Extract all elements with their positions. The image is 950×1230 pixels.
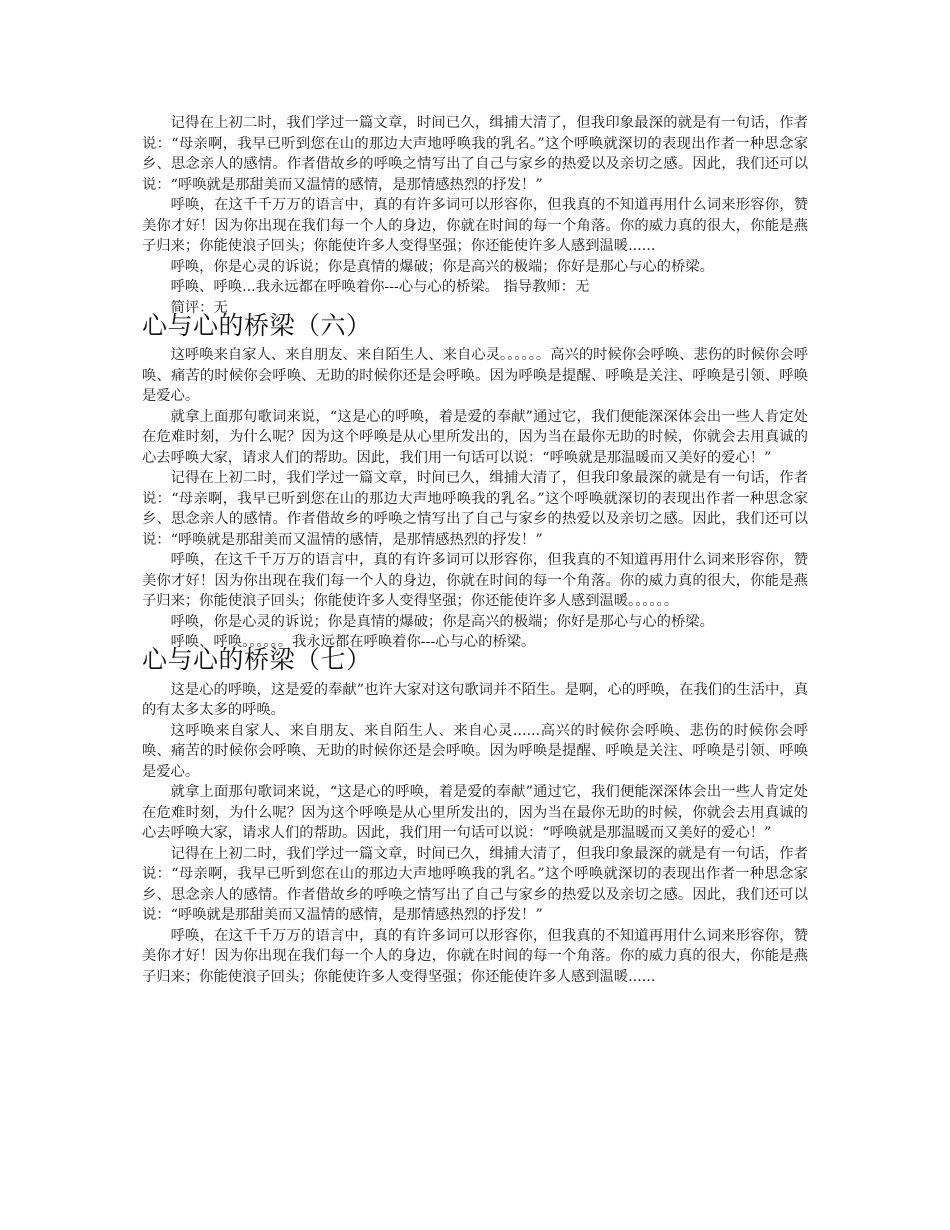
paragraph: 这呼唤来自家人、来自朋友、来自陌生人、来自心灵。。。。。。高兴的时候你会呼唤、悲伤的时候你会呼唤、痛苦的时候你会呼唤、无助的时候你还是会呼唤。因为呼唤是提醒、呼唤是关注、呼唤是引领、呼唤是爱心。 — [142, 347, 808, 404]
paragraph: 这呼唤来自家人、来自朋友、来自陌生人、来自心灵......高兴的时候你会呼唤、悲伤的时候你会呼唤、痛苦的时候你会呼唤、无助的时候你还是会呼唤。因为呼唤是提醒、呼唤是关注、呼唤是引领、呼唤是爱心。 — [142, 722, 808, 780]
section-title: 心与心的桥梁（六） — [142, 311, 372, 340]
paragraph: 就拿上面那句歌词来说，“这是心的呼唤，着是爱的奉献”通过它，我们便能深深体会出一些人肯定处在危难时刻，为什么呢？因为这个呼唤是从心里所发出的，因为当在最你无助的时候，你就会去用真诚的心去呼唤大家，请求人们的帮助。因此，我们用一句话可以说：“呼唤就是那温暖而又美好的爱心！” — [142, 408, 808, 466]
comment-line: 简评：无 — [170, 299, 228, 316]
paragraph: 记得在上初二时，我们学过一篇文章，时间已久，缉捕大清了，但我印象最深的就是有一句话，作者说：“母亲啊，我早已听到您在山的那边大声地呼唤我的乳名。”这个呼唤就深切的表现出作者一种思念家乡、思念亲人的感情。作者借故乡的呼唤之情写出了自己与家乡的热爱以及亲切之感。因此，我们还可以说：“呼唤就是那甜美而又温情的感情，是那情感热烈的抒发！” — [142, 115, 808, 193]
paragraph: 呼唤、呼唤。。。。。。我永远都在呼唤着你---心与心的桥梁。 — [170, 634, 536, 650]
intro-section — [142, 113, 808, 318]
section-title: 心与心的桥梁（七） — [142, 644, 372, 674]
paragraph: 呼唤，在这千千万万的语言中，真的有许多词可以形容你，但我真的不知道再用什么词来形容你，赞美你才好！因为你出现在我们每一个人的身边，你就在时间的每一个角落。你的威力真的很大，你能是燕子归来；你能使浪子回头；你能使许多人变得坚强；你还能使许多人感到温暖...... — [142, 197, 808, 254]
paragraph: 记得在上初二时，我们学过一篇文章，时间已久，缉捕大清了，但我印象最深的就是有一句话，作者说：“母亲啊，我早已听到您在山的那边大声地呼唤我的乳名。”这个呼唤就深切的表现出作者一种思念家乡、思念亲人的感情。作者借故乡的呼唤之情写出了自己与家乡的热爱以及亲切之感。因此，我们还可以说：“呼唤就是那甜美而又温情的感情，是那情感热烈的抒发！” — [142, 845, 808, 923]
paragraph: 呼唤，在这千千万万的语言中，真的有许多词可以形容你，但我真的不知道再用什么词来形容你，赞美你才好！因为你出现在我们每一个人的身边，你就在时间的每一个角落。你的威力真的很大，你能是燕子归来；你能使浪子回头；你能使许多人变得坚强；你还能使许多人感到温暖...... — [142, 927, 808, 985]
paragraph: 呼唤，你是心灵的诉说；你是真情的爆破；你是高兴的极端；你好是那心与心的桥梁。 — [170, 258, 714, 275]
paragraph: 就拿上面那句歌词来说，“这是心的呼唤，着是爱的奉献”通过它，我们便能深深体会出一些人肯定处在危难时刻，为什么呢？因为这个呼唤是从心里所发出的，因为当在最你无助的时候，你就会去用真诚的心去呼唤大家，请求人们的帮助。因此，我们用一句话可以说：“呼唤就是那温暖而又美好的爱心！” — [142, 784, 808, 841]
paragraph: 呼唤，在这千千万万的语言中，真的有许多词可以形容你，但我真的不知道再用什么词来形容你，赞美你才好！因为你出现在我们每一个人的身边，你就在时间的每一个角落。你的威力真的很大，你能是燕子归来；你能使浪子回头；你能使许多人变得坚强；你还能使许多人感到温暖。。。。。。 — [142, 552, 808, 609]
document-page — [142, 113, 808, 987]
paragraph: 呼唤，你是心灵的诉说；你是真情的爆破；你是高兴的极端；你好是那心与心的桥梁。 — [170, 613, 714, 630]
section-seven — [142, 645, 808, 988]
paragraph: 呼唤、呼唤...我永远都在呼唤着你---心与心的桥梁。 指导教师：无 — [170, 279, 590, 295]
section-six — [142, 311, 808, 653]
paragraph: 这是心的呼唤，这是爱的奉献”也许大家对这句歌词并不陌生。是啊，心的呼唤，在我们的生活中，真的有太多太多的呼唤。 — [142, 681, 808, 718]
paragraph: 记得在上初二时，我们学过一篇文章，时间已久，缉捕大清了，但我印象最深的就是有一句话，作者说：“母亲啊，我早已听到您在山的那边大声地呼唤我的乳名。”这个呼唤就深切的表现出作者一种思念家乡、思念亲人的感情。作者借故乡的呼唤之情写出了自己与家乡的热爱以及亲切之感。因此，我们还可以说：“呼唤就是那甜美而又温情的感情，是那情感热烈的抒发！” — [142, 470, 808, 548]
